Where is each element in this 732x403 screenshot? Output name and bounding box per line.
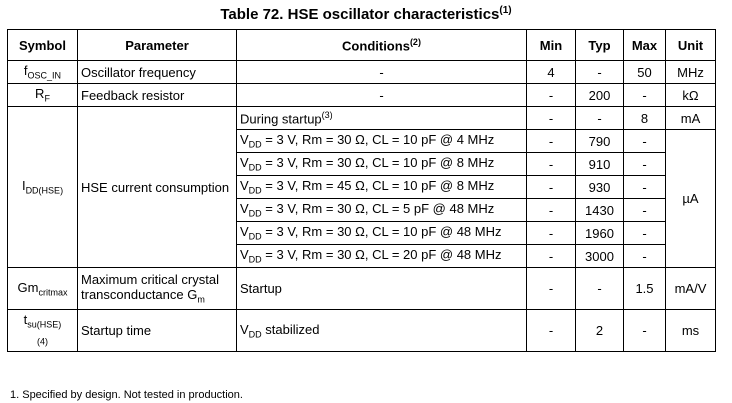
table-row-tsu: [8, 310, 716, 352]
parameter-sub: m: [197, 294, 205, 305]
cond-text: = 3 V, Rm = 30 Ω, CL = 10 pF @ 8 MHz: [261, 155, 495, 171]
table-row-gm: [8, 268, 716, 310]
cell-conditions: [237, 153, 527, 176]
footnote: 1. Specified by design. Not tested in production.: [10, 389, 243, 401]
symbol-main: f: [23, 63, 28, 79]
cell-symbol: [8, 310, 78, 352]
cell-unit: ms: [666, 310, 716, 352]
cell-conditions: [237, 199, 527, 222]
cell-conditions: -: [237, 84, 527, 107]
cell-conditions: [237, 107, 527, 130]
cell-conditions: -: [237, 61, 527, 84]
symbol-sub: F: [44, 93, 50, 104]
cell-conditions: [237, 176, 527, 199]
vdd-sub: DD: [248, 185, 262, 196]
cell-min: -: [527, 130, 576, 153]
cell-parameter: Feedback resistor: [78, 84, 237, 107]
cell-parameter: [78, 268, 237, 310]
table-row-fosc: [8, 61, 716, 84]
cell-max: -: [624, 222, 666, 245]
vdd-sub: DD: [248, 162, 262, 173]
table-title: [0, 5, 732, 23]
cell-unit: mA/V: [666, 268, 716, 310]
cell-conditions: [237, 310, 527, 352]
cell-unit: kΩ: [666, 84, 716, 107]
cell-typ: 790: [576, 130, 624, 153]
symbol-sub: DD(HSE): [25, 185, 64, 196]
vdd-sub: DD: [248, 208, 262, 219]
header-typ: Typ: [576, 30, 624, 61]
header-unit: Unit: [666, 30, 716, 61]
cell-symbol: [8, 268, 78, 310]
cell-typ: 910: [576, 153, 624, 176]
cell-symbol: [8, 84, 78, 107]
cell-unit: mA: [666, 107, 716, 130]
table-title-text: Table 72. HSE oscillator characteristics: [220, 6, 500, 23]
header-symbol: Symbol: [8, 30, 78, 61]
cond-text: = 3 V, Rm = 30 Ω, CL = 10 pF @ 48 MHz: [261, 224, 502, 240]
cell-max: 1.5: [624, 268, 666, 310]
header-min: Min: [527, 30, 576, 61]
cell-unit-idd: µA: [666, 130, 716, 268]
cell-min: -: [527, 153, 576, 176]
cell-symbol: [8, 61, 78, 84]
hse-characteristics-table: [7, 29, 716, 352]
cond-text: = 3 V, Rm = 30 Ω, CL = 10 pF @ 4 MHz: [261, 132, 495, 148]
cell-symbol-idd: [8, 107, 78, 268]
cell-max: -: [624, 130, 666, 153]
cell-min: -: [527, 199, 576, 222]
cell-typ: 2: [576, 310, 624, 352]
cell-conditions: [237, 222, 527, 245]
cell-conditions: Startup: [237, 268, 527, 310]
cell-unit: MHz: [666, 61, 716, 84]
symbol-main: R: [35, 86, 45, 102]
symbol-stack: [23, 311, 62, 347]
symbol-sub: su(HSE): [27, 319, 62, 330]
table-row-idd-startup: [8, 107, 716, 130]
cell-min: -: [527, 84, 576, 107]
symbol-main: I: [21, 178, 26, 194]
vdd-main: V: [240, 132, 249, 148]
cond-text: During startup: [240, 111, 322, 127]
cell-max: -: [624, 84, 666, 107]
table-row-rf: [8, 84, 716, 107]
cell-typ: 1430: [576, 199, 624, 222]
vdd-main: V: [240, 321, 249, 337]
cell-min: -: [527, 310, 576, 352]
cond-text: = 3 V, Rm = 30 Ω, CL = 20 pF @ 48 MHz: [261, 247, 502, 263]
header-max: Max: [624, 30, 666, 61]
cell-min: -: [527, 222, 576, 245]
vdd-sub: DD: [248, 231, 262, 242]
header-parameter: Parameter: [78, 30, 237, 61]
cell-typ: -: [576, 61, 624, 84]
vdd-main: V: [240, 178, 249, 194]
cell-typ: -: [576, 268, 624, 310]
cell-max: -: [624, 245, 666, 268]
vdd-sub: DD: [248, 139, 262, 150]
cell-typ: 1960: [576, 222, 624, 245]
header-conditions-note: (2): [409, 36, 421, 47]
symbol-sub: OSC_IN: [27, 70, 62, 81]
cell-parameter: Oscillator frequency: [78, 61, 237, 84]
cond-note: (3): [321, 109, 333, 120]
cond-text: = 3 V, Rm = 45 Ω, CL = 10 pF @ 8 MHz: [261, 178, 495, 194]
cell-typ: 930: [576, 176, 624, 199]
vdd-main: V: [240, 247, 249, 263]
cell-min: -: [527, 107, 576, 130]
cell-max: -: [624, 153, 666, 176]
vdd-sub: DD: [248, 329, 262, 340]
symbol-main: Gm: [17, 279, 39, 295]
header-row: [8, 30, 716, 61]
vdd-main: V: [240, 224, 249, 240]
cell-min: -: [527, 245, 576, 268]
cell-max: -: [624, 199, 666, 222]
cond-text: stabilized: [261, 321, 320, 337]
cell-min: 4: [527, 61, 576, 84]
cell-typ: -: [576, 107, 624, 130]
vdd-main: V: [240, 201, 249, 217]
cell-max: 50: [624, 61, 666, 84]
cell-typ: 200: [576, 84, 624, 107]
cell-max: -: [624, 176, 666, 199]
symbol-main: t: [23, 311, 28, 327]
cell-min: -: [527, 268, 576, 310]
cell-parameter: Startup time: [78, 310, 237, 352]
symbol-note: (4): [36, 336, 48, 347]
header-conditions-text: Conditions: [342, 38, 410, 54]
cell-max: 8: [624, 107, 666, 130]
cell-conditions: [237, 245, 527, 268]
cell-max: -: [624, 310, 666, 352]
cell-conditions: [237, 130, 527, 153]
parameter-main: Maximum critical crystal transconductance G: [81, 272, 219, 303]
cell-parameter-idd: HSE current consumption: [78, 107, 237, 268]
header-conditions: [237, 30, 527, 61]
cond-text: = 3 V, Rm = 30 Ω, CL = 5 pF @ 48 MHz: [261, 201, 495, 217]
vdd-sub: DD: [248, 254, 262, 265]
table-title-note: (1): [499, 5, 512, 16]
cell-typ: 3000: [576, 245, 624, 268]
symbol-sub: critmax: [38, 287, 68, 298]
cell-min: -: [527, 176, 576, 199]
vdd-main: V: [240, 155, 249, 171]
